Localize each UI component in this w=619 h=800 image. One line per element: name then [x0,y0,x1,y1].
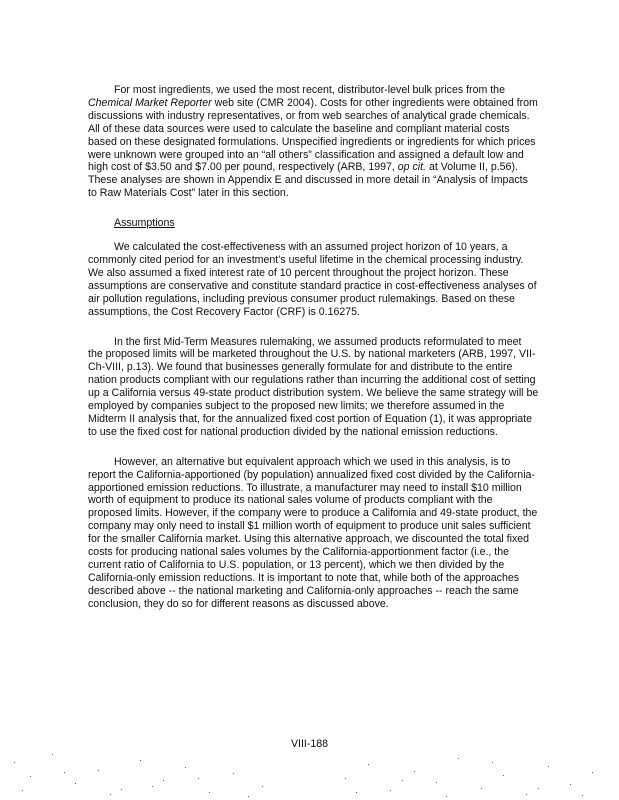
scan-speckle [0,742,619,800]
citation-op-cit: op cit. [397,161,427,174]
section-heading-assumptions: Assumptions [114,217,175,230]
paragraph-national-marketing: In the first Mid-Term Measures rulemaking, we assumed products reformulated to meet the proposed limits will be marketed throughout the U.S. by national marketers (ARB, 1997, VII-Ch-VIII, p.13). We found that businesses generally formulate for and distribute to the entire nation products compliant with our regulations rather than incurring the additional cost of setting up a California versus 49-state product distribution system. We believe the same strategy will be employed by companies subject to the proposed new limits; we therefore assumed in the Midterm II analysis that, for the annualized fixed cost portion of Equation (1), it was appropriate to use the fixed cost for national production divided by the national emission reductions. [88,335,539,438]
publication-title: Chemical Market Reporter [88,96,212,109]
paragraph-california-approach: However, an alternative but equivalent approach which we used in this analysis, is to report the California-apportioned (by population) annualized fixed cost divided by the California-apportioned emission reductions. To illustrate, a manufacturer may need to install $10 million worth of equipment to produce its national sales volume of products compliant with the proposed limits. However, if the company were to produce a California and 49-state product, the company may only need to install $1 million worth of equipment to produce unit sales sufficient for the smaller California market. Using this alternative approach, we discounted the total fixed costs for producing national sales volumes by the California-apportionment factor (i.e., the current ratio of California to U.S. population, or 13 percent), which we then divided by the California-only emission reductions. It is important to note that, while both of the approaches described above -- the national marketing and California-only approaches -- reach the same conclusion, they do so for different reasons as discussed above. [88,455,538,610]
paragraph-assumptions: We calculated the cost-effectiveness with an assumed project horizon of 10 years, a commonly cited period for an investment’s useful lifetime in the chemical processing industry. We also assumed a fixed interest rate of 10 percent throughout the project horizon. These assumptions are conservative and constitute standard practice in cost-effectiveness analyses of air pollution regulations, including previous consumer product rulemakings. Based on these assumptions, the Cost Recovery Factor (CRF) is 0.16275. [88,241,537,318]
paragraph-ingredient-prices: For most ingredients, we used the most recent, distributor-level bulk prices from the Chemical Market Reporter web site (CMR 2004). Costs for other ingredients were obtained from discussions with industry representatives, or from web searches of analytical grade chemicals. All of these data sources were used to calculate the baseline and compliant material costs based on these designated formulations. Unspecified ingredients or ingredients for which prices were unknown were grouped into an “all others” classification and assigned a default low and high cost of $3.50 and $7.00 per pound, respectively (ARB, 1997, op cit. at Volume II, p.56). These analyses are shown in Appendix E and discussed in more detail in “Analysis of Impacts to Raw Materials Cost” later in this section. [88,84,538,200]
page-number: VIII-188 [290,738,329,750]
body-text [88,84,539,611]
